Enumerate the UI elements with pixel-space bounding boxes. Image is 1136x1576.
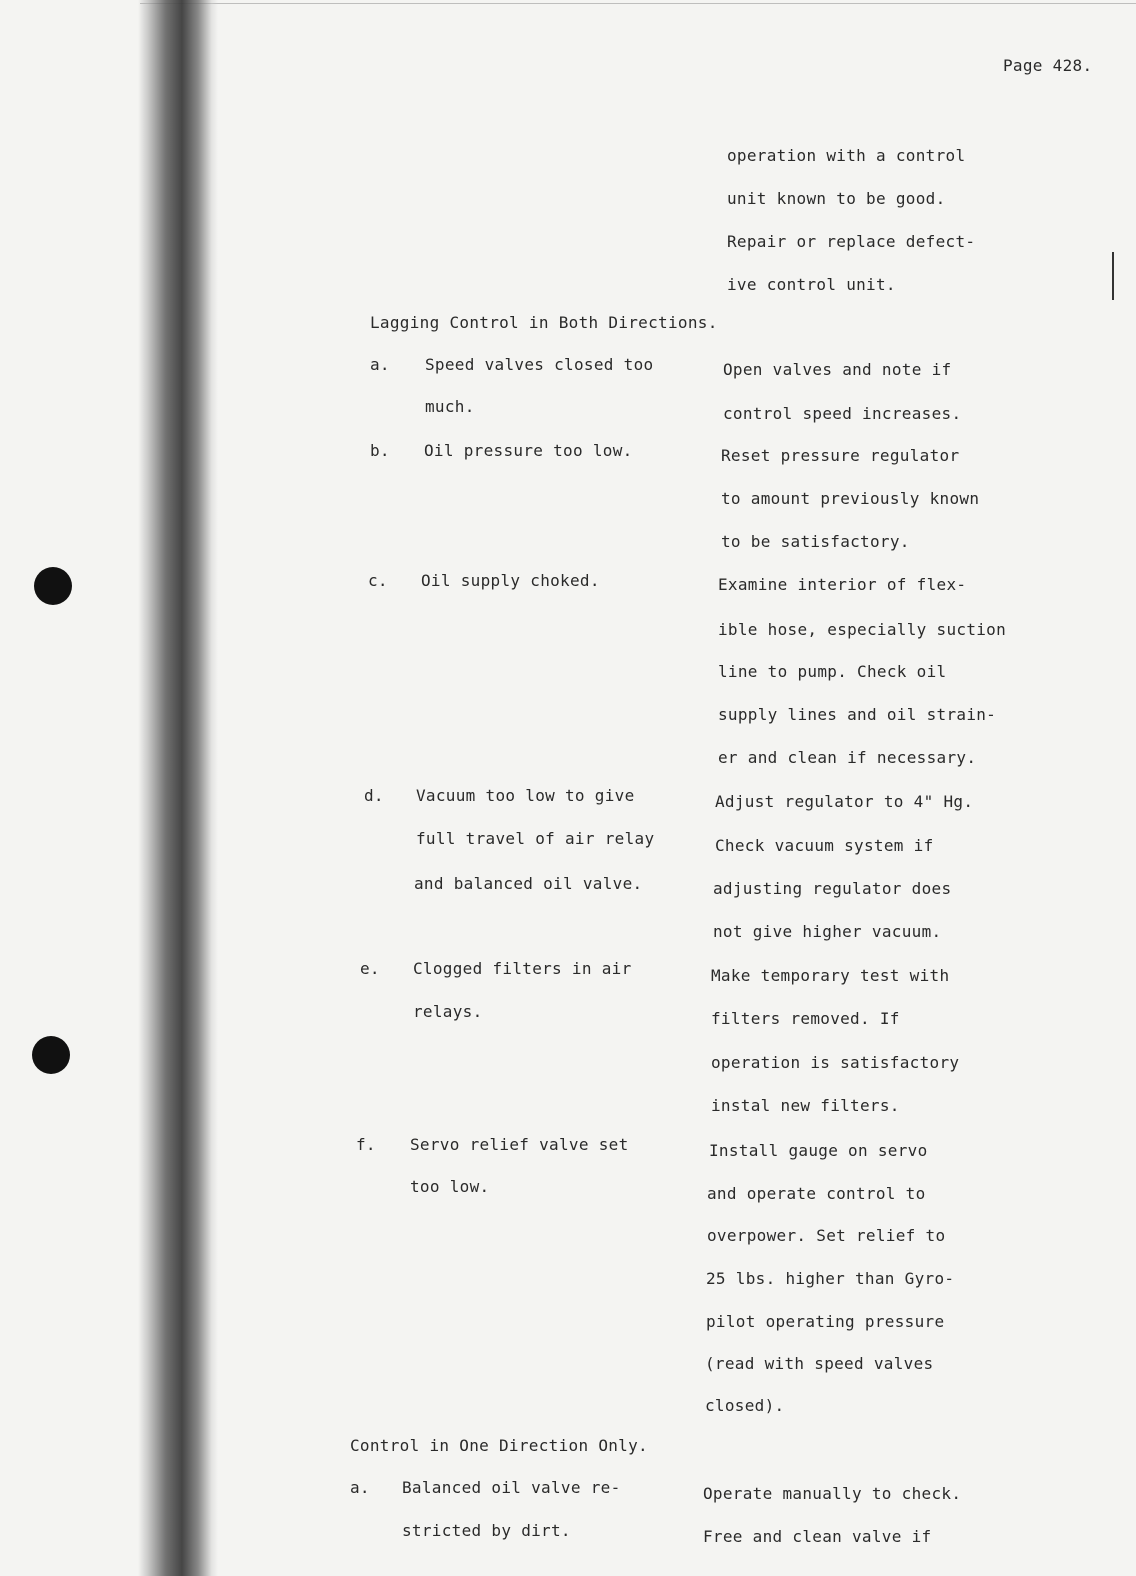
cause-line: relays. — [413, 1002, 483, 1021]
item-letter: f. — [356, 1135, 376, 1154]
cause-line: much. — [425, 397, 475, 416]
binding-shadow — [138, 0, 218, 1576]
cause-line: Vacuum too low to give — [416, 786, 635, 805]
remedy-line: ive control unit. — [727, 275, 896, 294]
remedy-line: overpower. Set relief to — [707, 1226, 946, 1245]
remedy-line: Reset pressure regulator — [721, 446, 960, 465]
item-letter: c. — [368, 571, 388, 590]
item-letter: a. — [370, 355, 390, 374]
remedy-line: Install gauge on servo — [709, 1141, 928, 1160]
remedy-line: Examine interior of flex- — [718, 575, 967, 594]
remedy-line: 25 lbs. higher than Gyro- — [706, 1269, 955, 1288]
remedy-line: operation with a control — [727, 146, 966, 165]
scan-edge-line — [140, 3, 1136, 4]
item-letter: a. — [350, 1478, 370, 1497]
cause-line: Clogged filters in air — [413, 959, 632, 978]
remedy-line: not give higher vacuum. — [713, 922, 942, 941]
remedy-line: er and clean if necessary. — [718, 748, 977, 767]
cause-line: Oil pressure too low. — [424, 441, 633, 460]
punch-hole-icon — [32, 1036, 70, 1074]
cause-line: Balanced oil valve re- — [402, 1478, 621, 1497]
remedy-line: to be satisfactory. — [721, 532, 910, 551]
remedy-line: instal new filters. — [711, 1096, 900, 1115]
remedy-line: Make temporary test with — [711, 966, 950, 985]
remedy-line: supply lines and oil strain- — [718, 705, 997, 724]
cause-line: stricted by dirt. — [402, 1521, 571, 1540]
remedy-line: adjusting regulator does — [713, 879, 952, 898]
punch-hole-icon — [34, 567, 72, 605]
cause-line: too low. — [410, 1177, 490, 1196]
remedy-line: pilot operating pressure — [706, 1312, 945, 1331]
cause-line: full travel of air relay — [416, 829, 655, 848]
page-number: Page 428. — [1003, 56, 1093, 75]
item-letter: b. — [370, 441, 390, 460]
remedy-line: Check vacuum system if — [715, 836, 934, 855]
remedy-line: Operate manually to check. — [703, 1484, 962, 1503]
remedy-line: Open valves and note if — [723, 360, 952, 379]
remedy-line: to amount previously known — [721, 489, 980, 508]
section-heading: Lagging Control in Both Directions. — [370, 313, 718, 332]
section-heading: Control in One Direction Only. — [350, 1436, 648, 1455]
cause-line: Servo relief valve set — [410, 1135, 629, 1154]
remedy-line: filters removed. If — [711, 1009, 900, 1028]
remedy-line: ible hose, especially suction — [718, 620, 1007, 639]
remedy-line: Adjust regulator to 4" Hg. — [715, 792, 974, 811]
item-letter: e. — [360, 959, 380, 978]
remedy-line: control speed increases. — [723, 404, 962, 423]
remedy-line: closed). — [705, 1396, 785, 1415]
cause-line: Speed valves closed too — [425, 355, 654, 374]
remedy-line: Repair or replace defect- — [727, 232, 976, 251]
cause-line: and balanced oil valve. — [414, 874, 643, 893]
item-letter: d. — [364, 786, 384, 805]
remedy-line: operation is satisfactory — [711, 1053, 960, 1072]
remedy-line: Free and clean valve if — [703, 1527, 932, 1546]
margin-mark — [1112, 252, 1114, 300]
remedy-line: (read with speed valves — [705, 1354, 934, 1373]
cause-line: Oil supply choked. — [421, 571, 600, 590]
remedy-line: unit known to be good. — [727, 189, 946, 208]
remedy-line: line to pump. Check oil — [718, 662, 947, 681]
remedy-line: and operate control to — [707, 1184, 926, 1203]
